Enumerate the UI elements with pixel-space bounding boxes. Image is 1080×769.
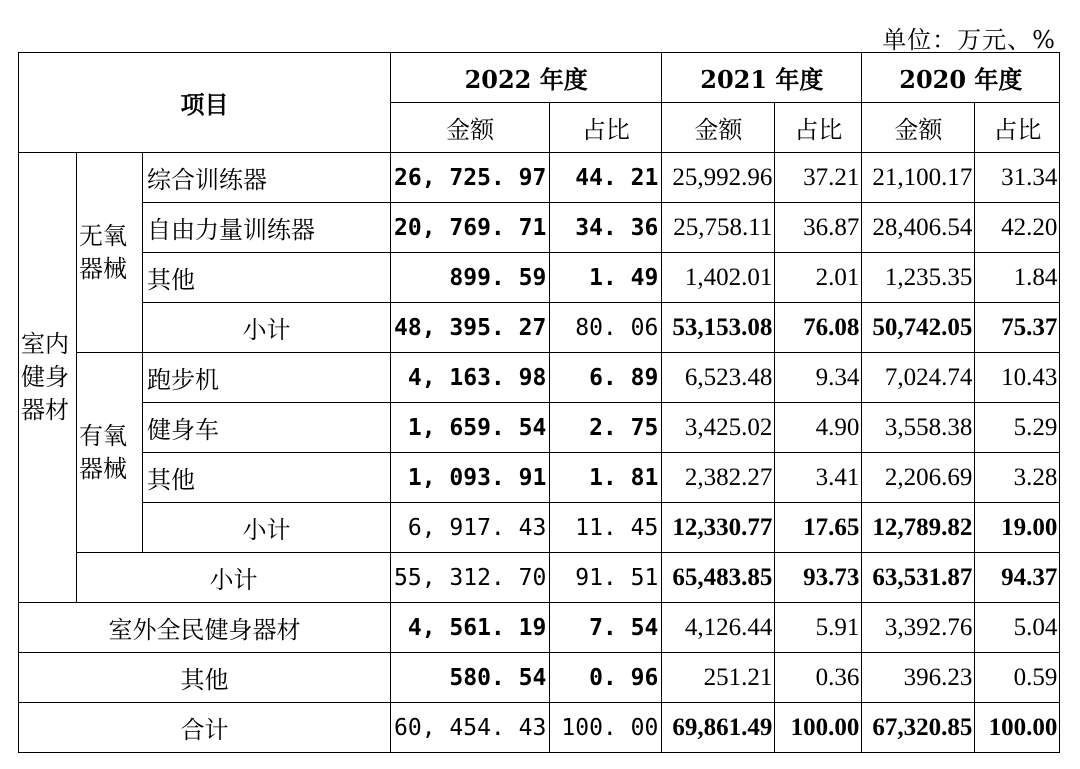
row-label: 自由力量训练器	[143, 203, 391, 253]
subtotal-row	[19, 503, 1060, 553]
row-label: 小计	[143, 303, 391, 353]
cell-2020-amount: 2,206.69	[862, 453, 975, 503]
group-aerobic-line-2: 器械	[79, 454, 127, 483]
cell-2021-ratio: 37.21	[775, 153, 862, 203]
cell-2021-ratio: 76.08	[775, 303, 862, 353]
header-year-2021: 2021 年度	[662, 53, 862, 103]
cell-2022-ratio: 1. 81	[550, 453, 662, 503]
cell-2021-amount: 53,153.08	[662, 303, 775, 353]
cell-2020-amount: 28,406.54	[862, 203, 975, 253]
cell-2020-amount: 3,558.38	[862, 403, 975, 453]
row-label: 合计	[19, 703, 391, 753]
group-indoor	[19, 153, 77, 603]
group-aerobic	[77, 353, 143, 553]
cell-2021-amount: 25,992.96	[662, 153, 775, 203]
cell-2020-ratio: 42.20	[975, 203, 1060, 253]
row-label: 其他	[143, 253, 391, 303]
cell-2021-ratio: 17.65	[775, 503, 862, 553]
cell-2022-amount: 26, 725. 97	[391, 153, 550, 203]
cell-2022-ratio: 100. 00	[550, 703, 662, 753]
cell-2022-ratio: 2. 75	[550, 403, 662, 453]
cell-2022-amount: 1, 659. 54	[391, 403, 550, 453]
unit-label: 单位：万元、%	[882, 26, 1056, 54]
group-aerobic-line-1: 有氧	[79, 421, 127, 450]
header-amount-2020: 金额	[862, 103, 975, 153]
cell-2022-amount: 48, 395. 27	[391, 303, 550, 353]
cell-2020-ratio: 3.28	[975, 453, 1060, 503]
row-label: 健身车	[143, 403, 391, 453]
row-label: 室外全民健身器材	[19, 603, 391, 653]
cell-2022-ratio: 1. 49	[550, 253, 662, 303]
table-row	[19, 253, 1060, 303]
table-row	[19, 203, 1060, 253]
cell-2021-ratio: 36.87	[775, 203, 862, 253]
group-anaerobic	[77, 153, 143, 353]
cell-2021-ratio: 0.36	[775, 653, 862, 703]
cell-2022-amount: 60, 454. 43	[391, 703, 550, 753]
group-indoor-line-1: 室内	[21, 330, 69, 358]
cell-2021-ratio: 100.00	[775, 703, 862, 753]
cell-2020-ratio: 5.04	[975, 603, 1060, 653]
cell-2021-ratio: 5.91	[775, 603, 862, 653]
cell-2020-amount: 12,789.82	[862, 503, 975, 553]
cell-2020-ratio: 19.00	[975, 503, 1060, 553]
cell-2022-amount: 4, 163. 98	[391, 353, 550, 403]
cell-2022-ratio: 0. 96	[550, 653, 662, 703]
cell-2020-ratio: 75.37	[975, 303, 1060, 353]
cell-2020-ratio: 10.43	[975, 353, 1060, 403]
cell-2022-ratio: 7. 54	[550, 603, 662, 653]
cell-2022-amount: 580. 54	[391, 653, 550, 703]
header-amount-2021: 金额	[662, 103, 775, 153]
row-label: 综合训练器	[143, 153, 391, 203]
header-year-2022: 2022 年度	[391, 53, 662, 103]
cell-2021-amount: 6,523.48	[662, 353, 775, 403]
subtotal-row	[19, 553, 1060, 603]
cell-2021-ratio: 9.34	[775, 353, 862, 403]
header-amount-2022: 金额	[391, 103, 550, 153]
cell-2020-amount: 67,320.85	[862, 703, 975, 753]
cell-2020-amount: 21,100.17	[862, 153, 975, 203]
cell-2021-amount: 1,402.01	[662, 253, 775, 303]
cell-2020-amount: 1,235.35	[862, 253, 975, 303]
cell-2021-amount: 2,382.27	[662, 453, 775, 503]
header-ratio-2022: 占比	[550, 103, 662, 153]
cell-2022-amount: 20, 769. 71	[391, 203, 550, 253]
header-item: 项目	[19, 53, 391, 153]
cell-2020-ratio: 94.37	[975, 553, 1060, 603]
cell-2021-ratio: 93.73	[775, 553, 862, 603]
table-row	[19, 403, 1060, 453]
row-label: 其他	[19, 653, 391, 703]
cell-2021-ratio: 3.41	[775, 453, 862, 503]
row-label: 跑步机	[143, 353, 391, 403]
cell-2021-amount: 65,483.85	[662, 553, 775, 603]
cell-2022-amount: 899. 59	[391, 253, 550, 303]
cell-2022-amount: 6, 917. 43	[391, 503, 550, 553]
total-row	[19, 703, 1060, 753]
header-ratio-2020: 占比	[975, 103, 1060, 153]
cell-2021-amount: 25,758.11	[662, 203, 775, 253]
cell-2021-amount: 4,126.44	[662, 603, 775, 653]
cell-2022-amount: 1, 093. 91	[391, 453, 550, 503]
subtotal-row	[19, 303, 1060, 353]
row-label: 小计	[143, 503, 391, 553]
table-row	[19, 153, 1060, 203]
cell-2022-amount: 55, 312. 70	[391, 553, 550, 603]
header-ratio-2021: 占比	[775, 103, 862, 153]
revenue-table	[18, 52, 1060, 753]
cell-2022-ratio: 34. 36	[550, 203, 662, 253]
cell-2022-amount: 4, 561. 19	[391, 603, 550, 653]
cell-2021-ratio: 2.01	[775, 253, 862, 303]
table-row	[19, 603, 1060, 653]
cell-2021-amount: 69,861.49	[662, 703, 775, 753]
group-indoor-line-2: 健身	[21, 363, 69, 391]
row-label: 其他	[143, 453, 391, 503]
table-row	[19, 653, 1060, 703]
cell-2022-ratio: 11. 45	[550, 503, 662, 553]
row-label: 小计	[77, 553, 391, 603]
cell-2020-amount: 63,531.87	[862, 553, 975, 603]
cell-2020-amount: 50,742.05	[862, 303, 975, 353]
cell-2020-amount: 7,024.74	[862, 353, 975, 403]
cell-2020-ratio: 100.00	[975, 703, 1060, 753]
header-row-years	[19, 53, 1060, 103]
cell-2020-ratio: 0.59	[975, 653, 1060, 703]
cell-2022-ratio: 80. 06	[550, 303, 662, 353]
header-year-2020: 2020 年度	[862, 53, 1060, 103]
cell-2022-ratio: 44. 21	[550, 153, 662, 203]
group-indoor-line-3: 器材	[21, 396, 69, 424]
cell-2021-ratio: 4.90	[775, 403, 862, 453]
table-row	[19, 453, 1060, 503]
cell-2021-amount: 3,425.02	[662, 403, 775, 453]
cell-2020-ratio: 31.34	[975, 153, 1060, 203]
group-anaerobic-line-1: 无氧	[79, 221, 127, 250]
cell-2022-ratio: 91. 51	[550, 553, 662, 603]
cell-2020-ratio: 5.29	[975, 403, 1060, 453]
cell-2021-amount: 251.21	[662, 653, 775, 703]
group-anaerobic-line-2: 器械	[79, 254, 127, 283]
cell-2022-ratio: 6. 89	[550, 353, 662, 403]
cell-2020-amount: 3,392.76	[862, 603, 975, 653]
cell-2020-ratio: 1.84	[975, 253, 1060, 303]
cell-2021-amount: 12,330.77	[662, 503, 775, 553]
cell-2020-amount: 396.23	[862, 653, 975, 703]
table-row	[19, 353, 1060, 403]
